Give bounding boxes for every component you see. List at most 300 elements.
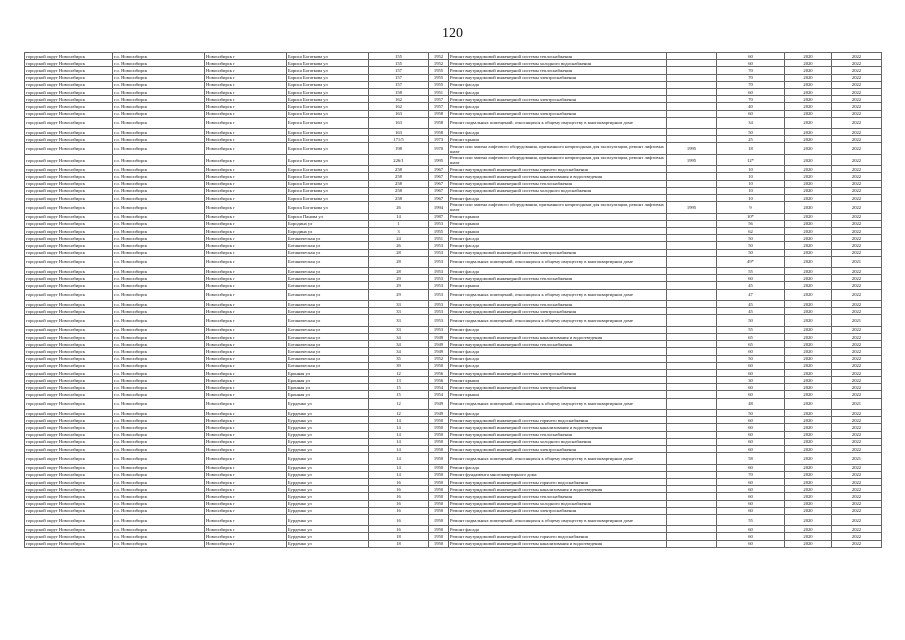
cell-year: 1953 bbox=[429, 256, 449, 267]
table-row bbox=[25, 500, 882, 507]
table-row bbox=[25, 173, 882, 180]
cell-start: 2020 bbox=[785, 308, 832, 315]
cell-municipality: г.о. Новосибирск bbox=[113, 471, 205, 478]
cell-work: Ремонт внутридомовой инженерной системы электроснабжения bbox=[449, 110, 667, 117]
cell-work: Ремонт фундамента многоквартирного дома bbox=[449, 471, 667, 478]
cell-municipality: г.о. Новосибирск bbox=[113, 341, 205, 348]
cell-street: Бурденко ул bbox=[287, 478, 369, 485]
cell-house: 14 bbox=[369, 453, 429, 464]
cell-city: Новосибирск г bbox=[205, 301, 287, 308]
cell-street: Бурденко ул bbox=[287, 500, 369, 507]
cell-city: Новосибирск г bbox=[205, 471, 287, 478]
cell-start: 2020 bbox=[785, 180, 832, 187]
cell-street: Бурденко ул bbox=[287, 464, 369, 471]
cell-year: 1970 bbox=[429, 143, 449, 154]
cell-area: 60 bbox=[717, 500, 785, 507]
cell-end: 2022 bbox=[832, 471, 882, 478]
table-row bbox=[25, 289, 882, 300]
cell-start: 2020 bbox=[785, 384, 832, 391]
cell-work: Ремонт подвальных помещений, относящихся к общему имуществу в многоквартирном доме bbox=[449, 117, 667, 128]
cell-start: 2020 bbox=[785, 53, 832, 60]
cell-work: Ремонт фасада bbox=[449, 464, 667, 471]
cell-street: Бориса Богаткова ул bbox=[287, 187, 369, 194]
cell-work: Ремонт внутридомовой инженерной системы канализования и водоотведения bbox=[449, 540, 667, 547]
cell-start: 2020 bbox=[785, 227, 832, 234]
cell-city: Новосибирск г bbox=[205, 540, 287, 547]
cell-house: 162 bbox=[369, 96, 429, 103]
cell-year: 1953 bbox=[429, 308, 449, 315]
cell-house: 16 bbox=[369, 478, 429, 485]
cell-area: 10 bbox=[717, 173, 785, 180]
cell-house: 258 bbox=[369, 194, 429, 201]
cell-year: 1955 bbox=[429, 67, 449, 74]
cell-work: Ремонт или замена лифтового оборудования, признанного непригодным для эксплуатации, ремонт лифтовых шахт bbox=[449, 143, 667, 154]
cell-municipality: г.о. Новосибирск bbox=[113, 275, 205, 282]
cell-year-1 bbox=[667, 526, 717, 533]
cell-year: 1995 bbox=[429, 154, 449, 165]
cell-start: 2020 bbox=[785, 110, 832, 117]
cell-start: 2020 bbox=[785, 282, 832, 289]
table-row bbox=[25, 136, 882, 143]
table-row bbox=[25, 117, 882, 128]
table-row bbox=[25, 81, 882, 88]
cell-house: 198 bbox=[369, 143, 429, 154]
cell-city: Новосибирск г bbox=[205, 220, 287, 227]
cell-end: 2022 bbox=[832, 166, 882, 173]
cell-street: Ботаническая ул bbox=[287, 235, 369, 242]
cell-year-1 bbox=[667, 308, 717, 315]
cell-house: 14 bbox=[369, 464, 429, 471]
cell-work: Ремонт крыши bbox=[449, 377, 667, 384]
table-row bbox=[25, 103, 882, 110]
cell-city: Новосибирск г bbox=[205, 384, 287, 391]
cell-municipality: г.о. Новосибирск bbox=[113, 500, 205, 507]
cell-year-1 bbox=[667, 96, 717, 103]
cell-district: городской округ Новосибирск bbox=[25, 355, 113, 362]
cell-year: 1949 bbox=[429, 348, 449, 355]
cell-district: городской округ Новосибирск bbox=[25, 438, 113, 445]
cell-year: 1950 bbox=[429, 431, 449, 438]
table-row bbox=[25, 507, 882, 514]
cell-work: Ремонт внутридомовой инженерной системы теплоснабжения bbox=[449, 493, 667, 500]
table-row bbox=[25, 88, 882, 95]
cell-start: 2020 bbox=[785, 514, 832, 525]
cell-street: Бурденко ул bbox=[287, 446, 369, 453]
cell-end: 2022 bbox=[832, 154, 882, 165]
cell-area: 70 bbox=[717, 471, 785, 478]
cell-district: городской округ Новосибирск bbox=[25, 275, 113, 282]
cell-municipality: г.о. Новосибирск bbox=[113, 154, 205, 165]
cell-year-1 bbox=[667, 81, 717, 88]
cell-district: городской округ Новосибирск bbox=[25, 526, 113, 533]
cell-area: 70 bbox=[717, 67, 785, 74]
cell-work: Ремонт фасада bbox=[449, 348, 667, 355]
cell-district: городской округ Новосибирск bbox=[25, 424, 113, 431]
cell-district: городской округ Новосибирск bbox=[25, 362, 113, 369]
cell-end: 2022 bbox=[832, 67, 882, 74]
cell-work: Ремонт фасада bbox=[449, 81, 667, 88]
cell-area: 60 bbox=[717, 507, 785, 514]
cell-year: 1954 bbox=[429, 384, 449, 391]
cell-area: 50 bbox=[717, 410, 785, 417]
cell-district: городской округ Новосибирск bbox=[25, 74, 113, 81]
cell-district: городской округ Новосибирск bbox=[25, 249, 113, 256]
cell-area: 50 bbox=[717, 235, 785, 242]
cell-start: 2020 bbox=[785, 88, 832, 95]
cell-year: 1951 bbox=[429, 88, 449, 95]
cell-house: 13 bbox=[369, 377, 429, 384]
cell-district: городской округ Новосибирск bbox=[25, 471, 113, 478]
cell-end: 2022 bbox=[832, 431, 882, 438]
cell-municipality: г.о. Новосибирск bbox=[113, 410, 205, 417]
cell-street: Бориса Богаткова ул bbox=[287, 202, 369, 213]
cell-municipality: г.о. Новосибирск bbox=[113, 173, 205, 180]
cell-city: Новосибирск г bbox=[205, 282, 287, 289]
cell-work: Ремонт внутридомовой инженерной системы теплоснабжения bbox=[449, 180, 667, 187]
cell-area: 60 bbox=[717, 60, 785, 67]
cell-year-1 bbox=[667, 268, 717, 275]
cell-municipality: г.о. Новосибирск bbox=[113, 384, 205, 391]
cell-municipality: г.о. Новосибирск bbox=[113, 81, 205, 88]
cell-district: городской округ Новосибирск bbox=[25, 194, 113, 201]
table-row bbox=[25, 533, 882, 540]
cell-year: 1951 bbox=[429, 235, 449, 242]
cell-year-1 bbox=[667, 220, 717, 227]
cell-house: 14 bbox=[369, 438, 429, 445]
cell-year-1 bbox=[667, 242, 717, 249]
cell-year: 1953 bbox=[429, 242, 449, 249]
cell-city: Новосибирск г bbox=[205, 194, 287, 201]
cell-city: Новосибирск г bbox=[205, 275, 287, 282]
cell-district: городской округ Новосибирск bbox=[25, 315, 113, 326]
table-row bbox=[25, 438, 882, 445]
table-row bbox=[25, 410, 882, 417]
cell-end: 2022 bbox=[832, 235, 882, 242]
cell-year: 1950 bbox=[429, 500, 449, 507]
cell-start: 2020 bbox=[785, 341, 832, 348]
cell-end: 2022 bbox=[832, 110, 882, 117]
cell-end: 2022 bbox=[832, 424, 882, 431]
cell-district: городской округ Новосибирск bbox=[25, 166, 113, 173]
cell-year: 1953 bbox=[429, 268, 449, 275]
cell-area: 60 bbox=[717, 486, 785, 493]
cell-year-1 bbox=[667, 235, 717, 242]
cell-house: 33 bbox=[369, 315, 429, 326]
table-row bbox=[25, 453, 882, 464]
cell-street: Бориса Богаткова ул bbox=[287, 60, 369, 67]
cell-year: 1950 bbox=[429, 446, 449, 453]
cell-city: Новосибирск г bbox=[205, 514, 287, 525]
cell-year-1 bbox=[667, 256, 717, 267]
cell-year: 1957 bbox=[429, 96, 449, 103]
cell-year: 1967 bbox=[429, 194, 449, 201]
cell-work: Ремонт внутридомовой инженерной системы электроснабжения bbox=[449, 369, 667, 376]
cell-year: 1952 bbox=[429, 53, 449, 60]
cell-end: 2022 bbox=[832, 96, 882, 103]
cell-end: 2022 bbox=[832, 275, 882, 282]
cell-year-1 bbox=[667, 471, 717, 478]
table-row bbox=[25, 301, 882, 308]
cell-work: Ремонт крыши bbox=[449, 282, 667, 289]
cell-start: 2020 bbox=[785, 391, 832, 398]
table-row bbox=[25, 540, 882, 547]
cell-municipality: г.о. Новосибирск bbox=[113, 249, 205, 256]
cell-end: 2022 bbox=[832, 53, 882, 60]
cell-district: городской округ Новосибирск bbox=[25, 289, 113, 300]
cell-end: 2022 bbox=[832, 410, 882, 417]
cell-municipality: г.о. Новосибирск bbox=[113, 268, 205, 275]
cell-municipality: г.о. Новосибирск bbox=[113, 355, 205, 362]
cell-street: Бориса Богаткова ул bbox=[287, 88, 369, 95]
cell-year-1: 1995 bbox=[667, 202, 717, 213]
cell-street: Ботаническая ул bbox=[287, 301, 369, 308]
cell-work: Ремонт внутридомовой инженерной системы теплоснабжения bbox=[449, 275, 667, 282]
cell-municipality: г.о. Новосибирск bbox=[113, 398, 205, 409]
cell-city: Новосибирск г bbox=[205, 308, 287, 315]
cell-district: городской округ Новосибирск bbox=[25, 514, 113, 525]
table-row bbox=[25, 308, 882, 315]
cell-municipality: г.о. Новосибирск bbox=[113, 88, 205, 95]
cell-start: 2020 bbox=[785, 348, 832, 355]
cell-city: Новосибирск г bbox=[205, 249, 287, 256]
cell-start: 2020 bbox=[785, 194, 832, 201]
cell-work: Ремонт внутридомовой инженерной системы горячего водоснабжения bbox=[449, 417, 667, 424]
cell-start: 2020 bbox=[785, 129, 832, 136]
cell-end: 2022 bbox=[832, 202, 882, 213]
cell-work: Ремонт фасада bbox=[449, 242, 667, 249]
cell-start: 2020 bbox=[785, 67, 832, 74]
cell-city: Новосибирск г bbox=[205, 268, 287, 275]
cell-year-1 bbox=[667, 53, 717, 60]
cell-district: городской округ Новосибирск bbox=[25, 268, 113, 275]
cell-city: Новосибирск г bbox=[205, 256, 287, 267]
cell-house: 14 bbox=[369, 213, 429, 220]
cell-municipality: г.о. Новосибирск bbox=[113, 235, 205, 242]
cell-work: Ремонт фасада bbox=[449, 129, 667, 136]
cell-year-1 bbox=[667, 348, 717, 355]
cell-municipality: г.о. Новосибирск bbox=[113, 194, 205, 201]
table-row bbox=[25, 315, 882, 326]
cell-end: 2022 bbox=[832, 333, 882, 340]
table-row bbox=[25, 256, 882, 267]
cell-year: 1950 bbox=[429, 514, 449, 525]
cell-street: Ботаническая ул bbox=[287, 256, 369, 267]
cell-start: 2020 bbox=[785, 81, 832, 88]
cell-street: Бориса Богаткова ул bbox=[287, 74, 369, 81]
cell-area: 60 bbox=[717, 464, 785, 471]
cell-house: 34 bbox=[369, 333, 429, 340]
cell-end: 2022 bbox=[832, 533, 882, 540]
table-row bbox=[25, 493, 882, 500]
cell-year: 1967 bbox=[429, 187, 449, 194]
cell-street: Бурденко ул bbox=[287, 471, 369, 478]
cell-year: 1950 bbox=[429, 438, 449, 445]
cell-year: 1950 bbox=[429, 493, 449, 500]
table-row bbox=[25, 514, 882, 525]
cell-start: 2020 bbox=[785, 362, 832, 369]
table-row bbox=[25, 227, 882, 234]
cell-street: Бориса Панова ул bbox=[287, 213, 369, 220]
cell-district: городской округ Новосибирск bbox=[25, 103, 113, 110]
cell-city: Новосибирск г bbox=[205, 74, 287, 81]
cell-work: Ремонт фасада bbox=[449, 362, 667, 369]
cell-end: 2022 bbox=[832, 526, 882, 533]
cell-end: 2022 bbox=[832, 301, 882, 308]
cell-district: городской округ Новосибирск bbox=[25, 53, 113, 60]
cell-year-1 bbox=[667, 117, 717, 128]
cell-house: 33 bbox=[369, 326, 429, 333]
cell-year-1 bbox=[667, 173, 717, 180]
cell-house: 26 bbox=[369, 202, 429, 213]
table-row bbox=[25, 362, 882, 369]
cell-start: 2020 bbox=[785, 540, 832, 547]
cell-house: 158 bbox=[369, 88, 429, 95]
cell-work: Ремонт крыши bbox=[449, 213, 667, 220]
cell-year-1 bbox=[667, 533, 717, 540]
cell-house: 14 bbox=[369, 446, 429, 453]
cell-house: 258 bbox=[369, 180, 429, 187]
cell-start: 2020 bbox=[785, 410, 832, 417]
cell-area: 45 bbox=[717, 282, 785, 289]
cell-street: Ботаническая ул bbox=[287, 268, 369, 275]
cell-start: 2020 bbox=[785, 154, 832, 165]
cell-municipality: г.о. Новосибирск bbox=[113, 348, 205, 355]
cell-street: Бориса Богаткова ул bbox=[287, 166, 369, 173]
cell-street: Бурденко ул bbox=[287, 526, 369, 533]
cell-house: 226/1 bbox=[369, 154, 429, 165]
cell-area: 18 bbox=[717, 143, 785, 154]
cell-city: Новосибирск г bbox=[205, 326, 287, 333]
cell-house: 155 bbox=[369, 60, 429, 67]
cell-house: 33 bbox=[369, 308, 429, 315]
cell-work: Ремонт подвальных помещений, относящихся к общему имуществу в многоквартирном доме bbox=[449, 315, 667, 326]
cell-end: 2022 bbox=[832, 486, 882, 493]
cell-start: 2020 bbox=[785, 275, 832, 282]
table-row bbox=[25, 180, 882, 187]
cell-city: Новосибирск г bbox=[205, 526, 287, 533]
table-row bbox=[25, 431, 882, 438]
cell-street: Ботаническая ул bbox=[287, 315, 369, 326]
cell-house: 155 bbox=[369, 53, 429, 60]
cell-year: 1954 bbox=[429, 391, 449, 398]
cell-street: Бориса Богаткова ул bbox=[287, 143, 369, 154]
table-row bbox=[25, 478, 882, 485]
cell-area: 10* bbox=[717, 213, 785, 220]
cell-start: 2020 bbox=[785, 478, 832, 485]
cell-district: городской округ Новосибирск bbox=[25, 154, 113, 165]
cell-city: Новосибирск г bbox=[205, 438, 287, 445]
cell-year-1 bbox=[667, 438, 717, 445]
cell-work: Ремонт внутридомовой инженерной системы электроснабжения bbox=[449, 507, 667, 514]
cell-work: Ремонт фасада bbox=[449, 88, 667, 95]
cell-year: 1950 bbox=[429, 417, 449, 424]
page-number: 120 bbox=[442, 26, 463, 41]
cell-municipality: г.о. Новосибирск bbox=[113, 424, 205, 431]
cell-work: Ремонт внутридомовой инженерной системы горячего водоснабжения bbox=[449, 533, 667, 540]
cell-year: 1967 bbox=[429, 166, 449, 173]
cell-street: Бориса Богаткова ул bbox=[287, 136, 369, 143]
cell-year-1 bbox=[667, 417, 717, 424]
cell-city: Новосибирск г bbox=[205, 53, 287, 60]
cell-year: 1955 bbox=[429, 227, 449, 234]
cell-municipality: г.о. Новосибирск bbox=[113, 486, 205, 493]
cell-area: 70 bbox=[717, 96, 785, 103]
cell-house: 34 bbox=[369, 341, 429, 348]
cell-street: Бронная ул bbox=[287, 377, 369, 384]
cell-start: 2020 bbox=[785, 220, 832, 227]
cell-municipality: г.о. Новосибирск bbox=[113, 493, 205, 500]
cell-start: 2020 bbox=[785, 235, 832, 242]
table-row bbox=[25, 348, 882, 355]
cell-start: 2020 bbox=[785, 173, 832, 180]
cell-area: 60 bbox=[717, 431, 785, 438]
cell-year-1 bbox=[667, 187, 717, 194]
cell-year: 1953 bbox=[429, 301, 449, 308]
cell-city: Новосибирск г bbox=[205, 493, 287, 500]
cell-municipality: г.о. Новосибирск bbox=[113, 446, 205, 453]
cell-year: 1950 bbox=[429, 471, 449, 478]
cell-city: Новосибирск г bbox=[205, 154, 287, 165]
cell-district: городской округ Новосибирск bbox=[25, 129, 113, 136]
cell-house: 163 bbox=[369, 117, 429, 128]
table-row bbox=[25, 67, 882, 74]
cell-year-1 bbox=[667, 355, 717, 362]
cell-area: 49* bbox=[717, 256, 785, 267]
cell-year: 1953 bbox=[429, 220, 449, 227]
cell-city: Новосибирск г bbox=[205, 410, 287, 417]
cell-district: городской округ Новосибирск bbox=[25, 446, 113, 453]
cell-start: 2020 bbox=[785, 533, 832, 540]
cell-start: 2020 bbox=[785, 143, 832, 154]
cell-end: 2022 bbox=[832, 227, 882, 234]
cell-end: 2022 bbox=[832, 540, 882, 547]
cell-district: городской округ Новосибирск bbox=[25, 464, 113, 471]
cell-municipality: г.о. Новосибирск bbox=[113, 67, 205, 74]
cell-municipality: г.о. Новосибирск bbox=[113, 453, 205, 464]
cell-year-1 bbox=[667, 194, 717, 201]
cell-work: Ремонт крыши bbox=[449, 227, 667, 234]
cell-house: 258 bbox=[369, 173, 429, 180]
cell-house: 28 bbox=[369, 256, 429, 267]
cell-house: 39 bbox=[369, 362, 429, 369]
cell-street: Бориса Богаткова ул bbox=[287, 154, 369, 165]
cell-district: городской округ Новосибирск bbox=[25, 88, 113, 95]
cell-start: 2020 bbox=[785, 136, 832, 143]
cell-street: Бурденко ул bbox=[287, 438, 369, 445]
table-row bbox=[25, 377, 882, 384]
cell-year: 1953 bbox=[429, 326, 449, 333]
cell-city: Новосибирск г bbox=[205, 315, 287, 326]
cell-year: 1950 bbox=[429, 486, 449, 493]
cell-house: 258 bbox=[369, 166, 429, 173]
cell-street: Бориса Богаткова ул bbox=[287, 194, 369, 201]
cell-end: 2022 bbox=[832, 194, 882, 201]
cell-year-1 bbox=[667, 275, 717, 282]
cell-start: 2020 bbox=[785, 117, 832, 128]
cell-area: 60 bbox=[717, 384, 785, 391]
cell-year-1 bbox=[667, 493, 717, 500]
cell-start: 2020 bbox=[785, 202, 832, 213]
cell-year: 1952 bbox=[429, 355, 449, 362]
cell-work: Ремонт внутридомовой инженерной системы электроснабжения bbox=[449, 74, 667, 81]
cell-street: Бориса Богаткова ул bbox=[287, 81, 369, 88]
cell-city: Новосибирск г bbox=[205, 88, 287, 95]
cell-year: 1949 bbox=[429, 341, 449, 348]
cell-house: 1 bbox=[369, 220, 429, 227]
cell-area: 60 bbox=[717, 540, 785, 547]
cell-street: Бурденко ул bbox=[287, 398, 369, 409]
cell-city: Новосибирск г bbox=[205, 180, 287, 187]
